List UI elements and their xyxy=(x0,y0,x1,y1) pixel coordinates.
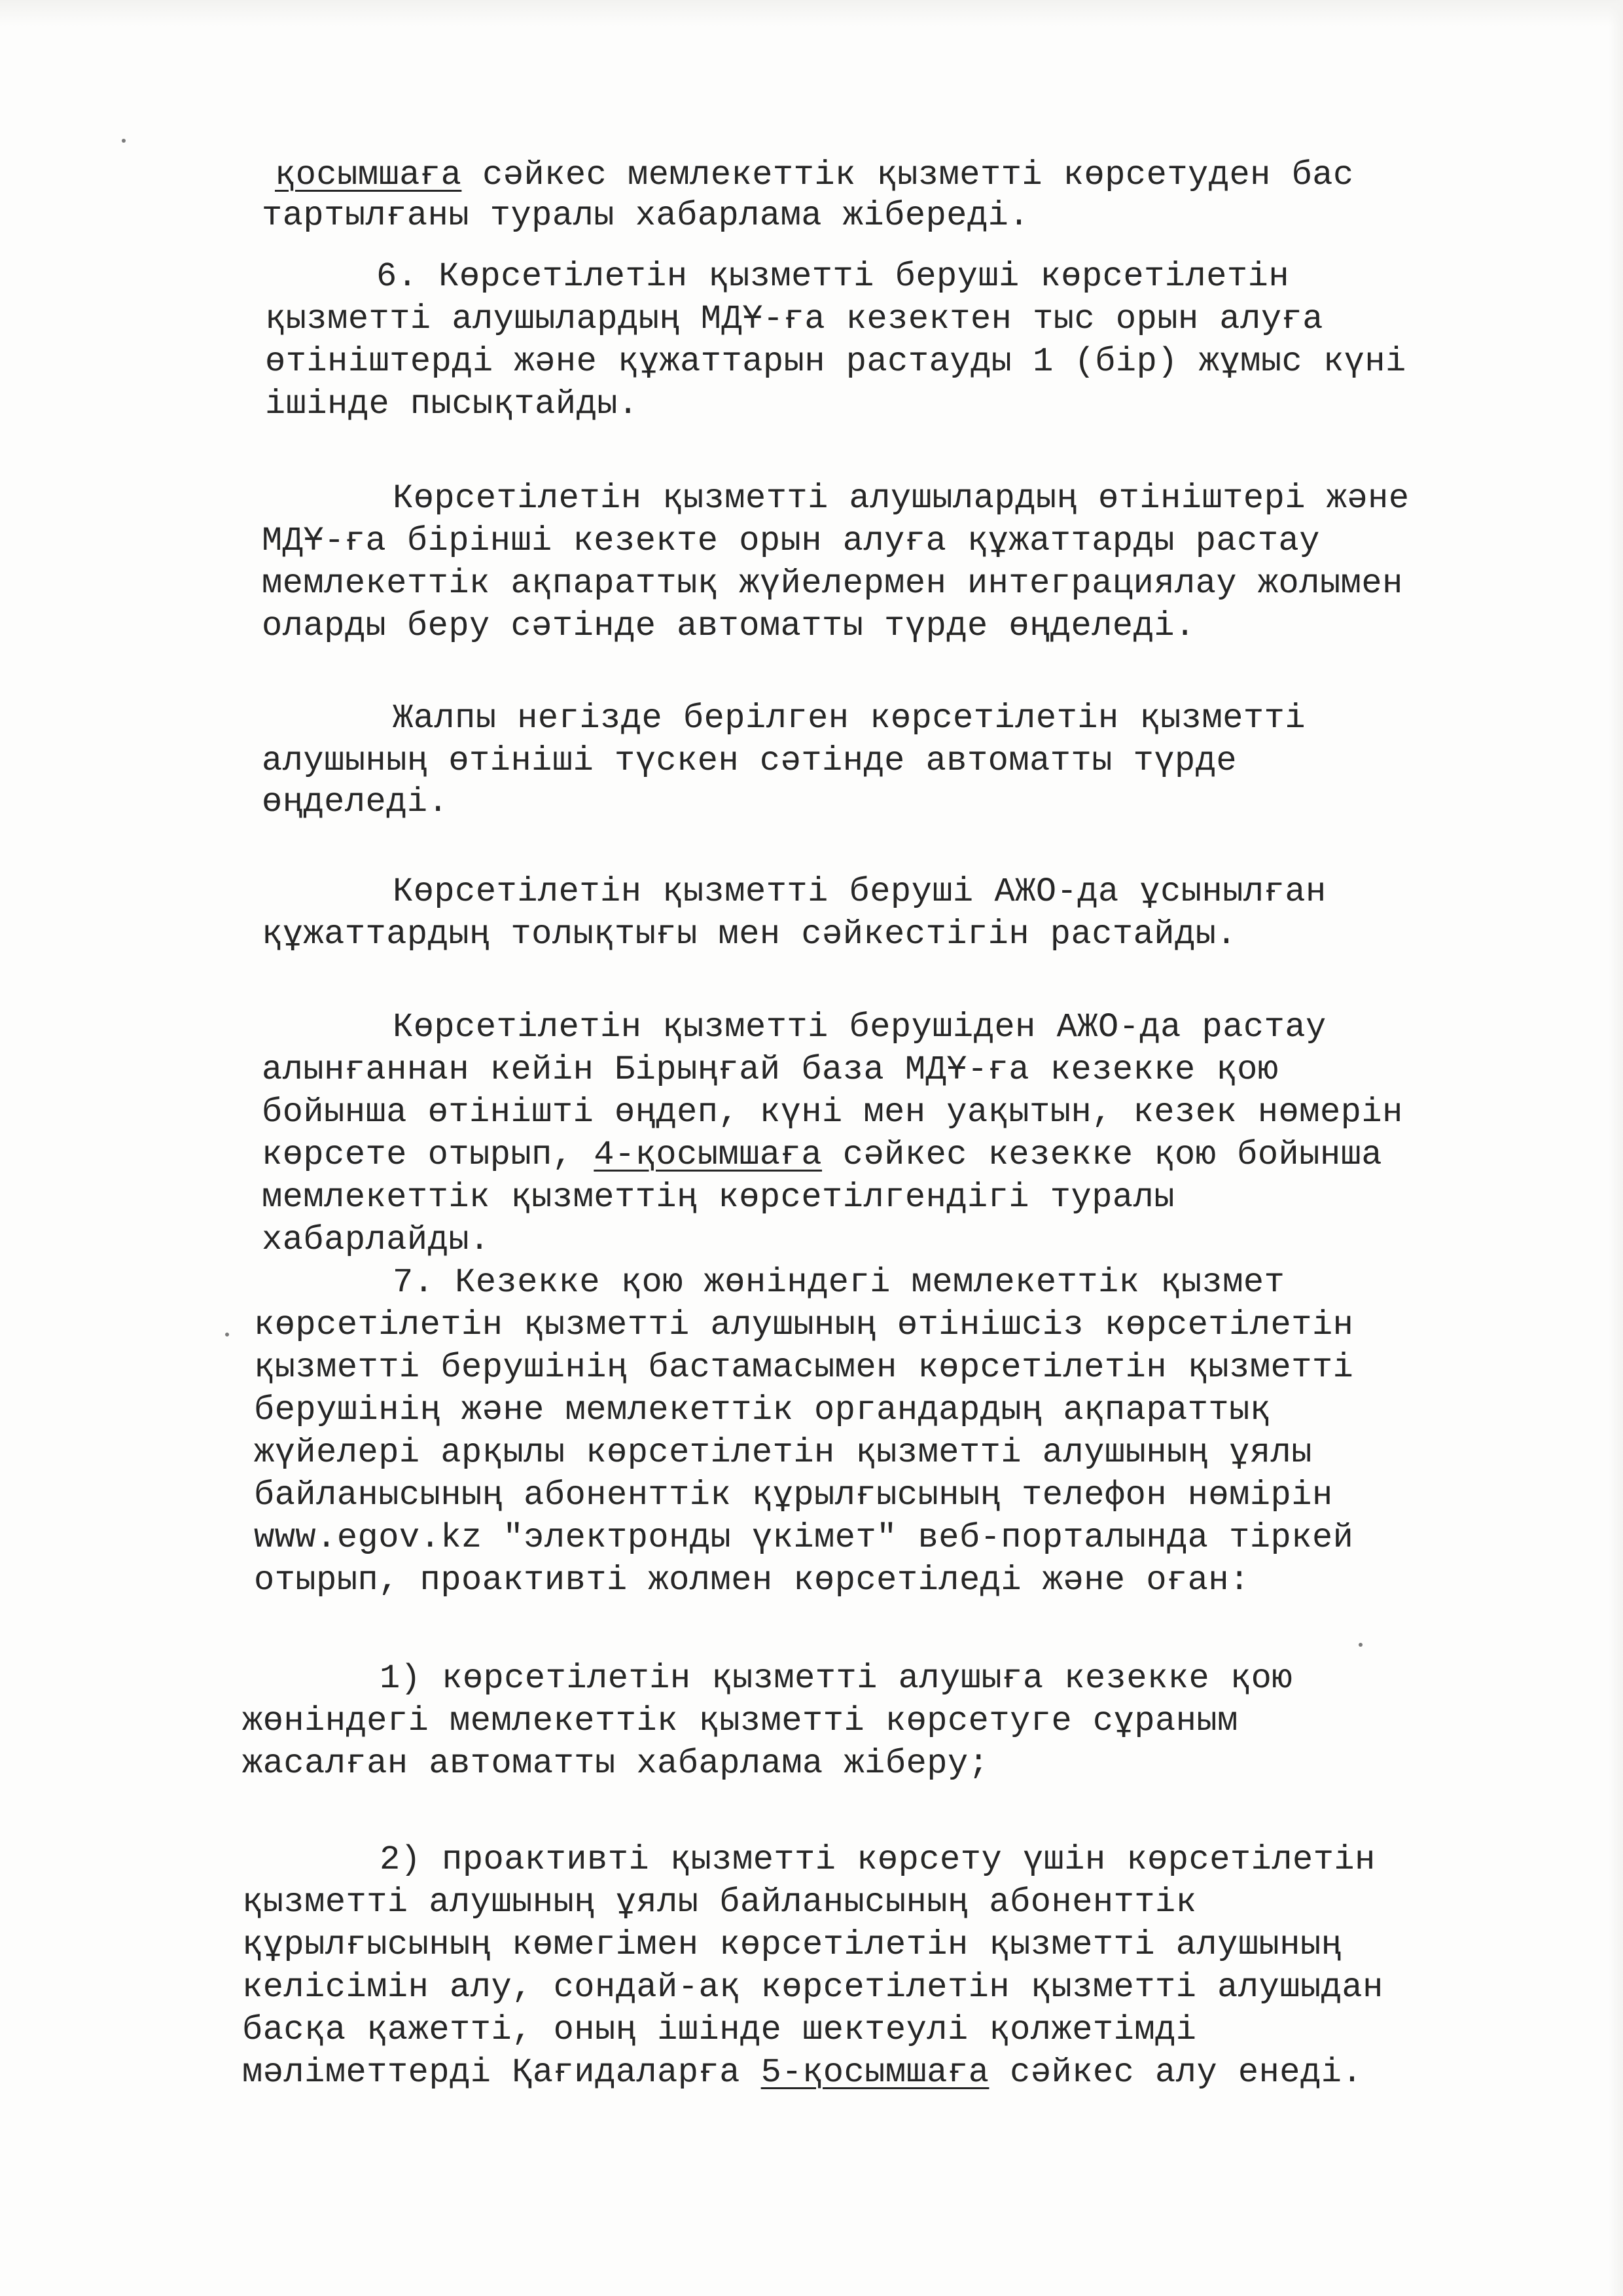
line-text: МДҰ-ға бірінші кезекте орын алуға құжаттарды растау xyxy=(262,522,1320,560)
line-text: Көрсетілетін қызметті алушылардың өтініштері және xyxy=(393,479,1410,518)
text-line xyxy=(393,479,1410,518)
line-text: байланысының абоненттік құрылғысының телефон нөмірін xyxy=(254,1476,1333,1515)
text-line xyxy=(254,1561,1250,1600)
line-text: алушының өтініші түскен сәтінде автоматты түрде xyxy=(262,742,1238,780)
line-text: www.egov.kz "электронды үкімет" веб-порталында тіркей xyxy=(254,1518,1354,1557)
line-text: қызметті алушының ұялы байланысының абоненттік xyxy=(242,1883,1197,1922)
line-text: 7. Кезекке қою жөніндегі мемлекеттік қызмет xyxy=(393,1263,1285,1302)
text-line xyxy=(242,2011,1196,2050)
text-line xyxy=(262,1136,1382,1175)
line-text: сәйкес кезекке қою бойынша xyxy=(822,1136,1383,1174)
text-line xyxy=(265,300,1323,339)
text-line xyxy=(254,1306,1353,1345)
line-text: көрсетілетін қызметті алушының өтінішсіз көрсетілетін xyxy=(254,1306,1354,1344)
text-line xyxy=(393,699,1306,738)
text-line xyxy=(262,742,1237,781)
line-text: қызметті алушылардың МДҰ-ға кезектен тыс орын алуға xyxy=(265,300,1323,338)
line-text: жүйелері арқылы көрсетілетін қызметті алушының ұялы xyxy=(254,1433,1312,1472)
text-line xyxy=(262,1221,490,1260)
text-line xyxy=(265,385,639,424)
annex-reference-link[interactable]: 5-қосымшаға xyxy=(760,2053,990,2092)
text-line xyxy=(262,915,1237,954)
text-line xyxy=(254,1433,1312,1473)
text-line xyxy=(262,564,1403,603)
line-text: өңделеді. xyxy=(262,783,449,821)
annex-reference-link[interactable]: 4-қосымшаға xyxy=(594,1136,823,1174)
text-line xyxy=(393,872,1327,912)
scan-top-shadow xyxy=(0,0,1623,26)
text-line xyxy=(254,1476,1333,1515)
scan-right-edge xyxy=(1609,0,1623,2296)
line-text: хабарлайды. xyxy=(262,1221,490,1259)
line-text: мемлекеттік ақпараттық жүйелермен интеграциялау жолымен xyxy=(262,564,1403,603)
line-text: басқа қажетті, оның ішінде шектеулі қолжетімді xyxy=(242,2011,1197,2049)
scan-speck xyxy=(122,139,126,143)
line-text: тартылғаны туралы хабарлама жібереді. xyxy=(262,196,1030,235)
text-line xyxy=(242,2053,1363,2092)
line-text: өтініштерді және құжаттарын растауды 1 (бір) жұмыс күні xyxy=(265,342,1406,381)
text-line xyxy=(254,1518,1353,1558)
line-text: келісімін алу, сондай-ақ көрсетілетін қызметті алушыдан xyxy=(242,1968,1383,2007)
line-text: алынғаннан кейін Бірыңғай база МДҰ-ға кезекке қою xyxy=(262,1050,1279,1089)
text-line xyxy=(393,1263,1285,1302)
text-line xyxy=(262,783,448,822)
text-line xyxy=(254,1391,1271,1430)
line-text: оларды беру сәтінде автоматты түрде өңделеді. xyxy=(262,607,1196,645)
text-line xyxy=(242,1926,1342,1965)
line-text: құжаттардың толықтығы мен сәйкестігін растайды. xyxy=(262,915,1238,954)
text-line xyxy=(380,1840,1376,1880)
text-line xyxy=(262,1178,1175,1217)
text-line xyxy=(254,1348,1353,1388)
text-line xyxy=(393,1008,1327,1047)
text-line xyxy=(275,156,1354,195)
line-text: Көрсетілетін қызметті берушіден АЖО-да растау xyxy=(393,1008,1327,1047)
text-line xyxy=(262,1093,1403,1132)
text-line xyxy=(380,1659,1293,1698)
line-text: отырып, проактивті жолмен көрсетіледі және оған: xyxy=(254,1561,1250,1600)
text-line xyxy=(242,1702,1238,1741)
text-line xyxy=(242,1968,1383,2007)
scan-speck xyxy=(225,1333,229,1336)
line-text: 2) проактивті қызметті көрсету үшін көрсетілетін xyxy=(380,1840,1376,1879)
line-text: сәйкес алу енеді. xyxy=(989,2053,1363,2092)
line-text: көрсете отырып, xyxy=(262,1136,594,1174)
line-text: құрылғысының көмегімен көрсетілетін қызметті алушының xyxy=(242,1926,1342,1964)
text-line xyxy=(262,196,1029,236)
text-line xyxy=(242,1744,989,1784)
line-text: берушінің және мемлекеттік органдардың ақпараттық xyxy=(254,1391,1271,1429)
line-text: қызметті берушінің бастамасымен көрсетілетін қызметті xyxy=(254,1348,1354,1387)
text-line xyxy=(265,342,1406,382)
line-text: жасалған автоматты хабарлама жіберу; xyxy=(242,1744,990,1783)
line-text: ішінде пысықтайды. xyxy=(265,385,639,423)
text-line xyxy=(262,607,1196,646)
text-line xyxy=(262,522,1320,561)
line-text: мәліметтерді Қағидаларға xyxy=(242,2053,761,2092)
scan-speck xyxy=(1359,1643,1363,1647)
line-text: Жалпы негізде берілген көрсетілетін қызметті xyxy=(393,699,1306,738)
line-text: бойынша өтінішті өңдеп, күні мен уақытын, кезек нөмерін xyxy=(262,1093,1403,1132)
line-text: Көрсетілетін қызметті беруші АЖО-да ұсынылған xyxy=(393,872,1327,911)
line-text: 1) көрсетілетін қызметті алушыға кезекке қою xyxy=(380,1659,1293,1698)
text-line xyxy=(262,1050,1279,1090)
line-text: жөніндегі мемлекеттік қызметті көрсетуге сұраным xyxy=(242,1702,1238,1740)
line-text: 6. Көрсетілетін қызметті беруші көрсетілетін xyxy=(376,257,1290,296)
line-text: мемлекеттік қызметтің көрсетілгендігі туралы xyxy=(262,1178,1175,1217)
annex-reference-link[interactable]: қосымшаға xyxy=(275,156,462,194)
text-line xyxy=(242,1883,1196,1922)
line-text: сәйкес мемлекеттік қызметті көрсетуден бас xyxy=(461,156,1354,194)
text-line xyxy=(376,257,1289,296)
